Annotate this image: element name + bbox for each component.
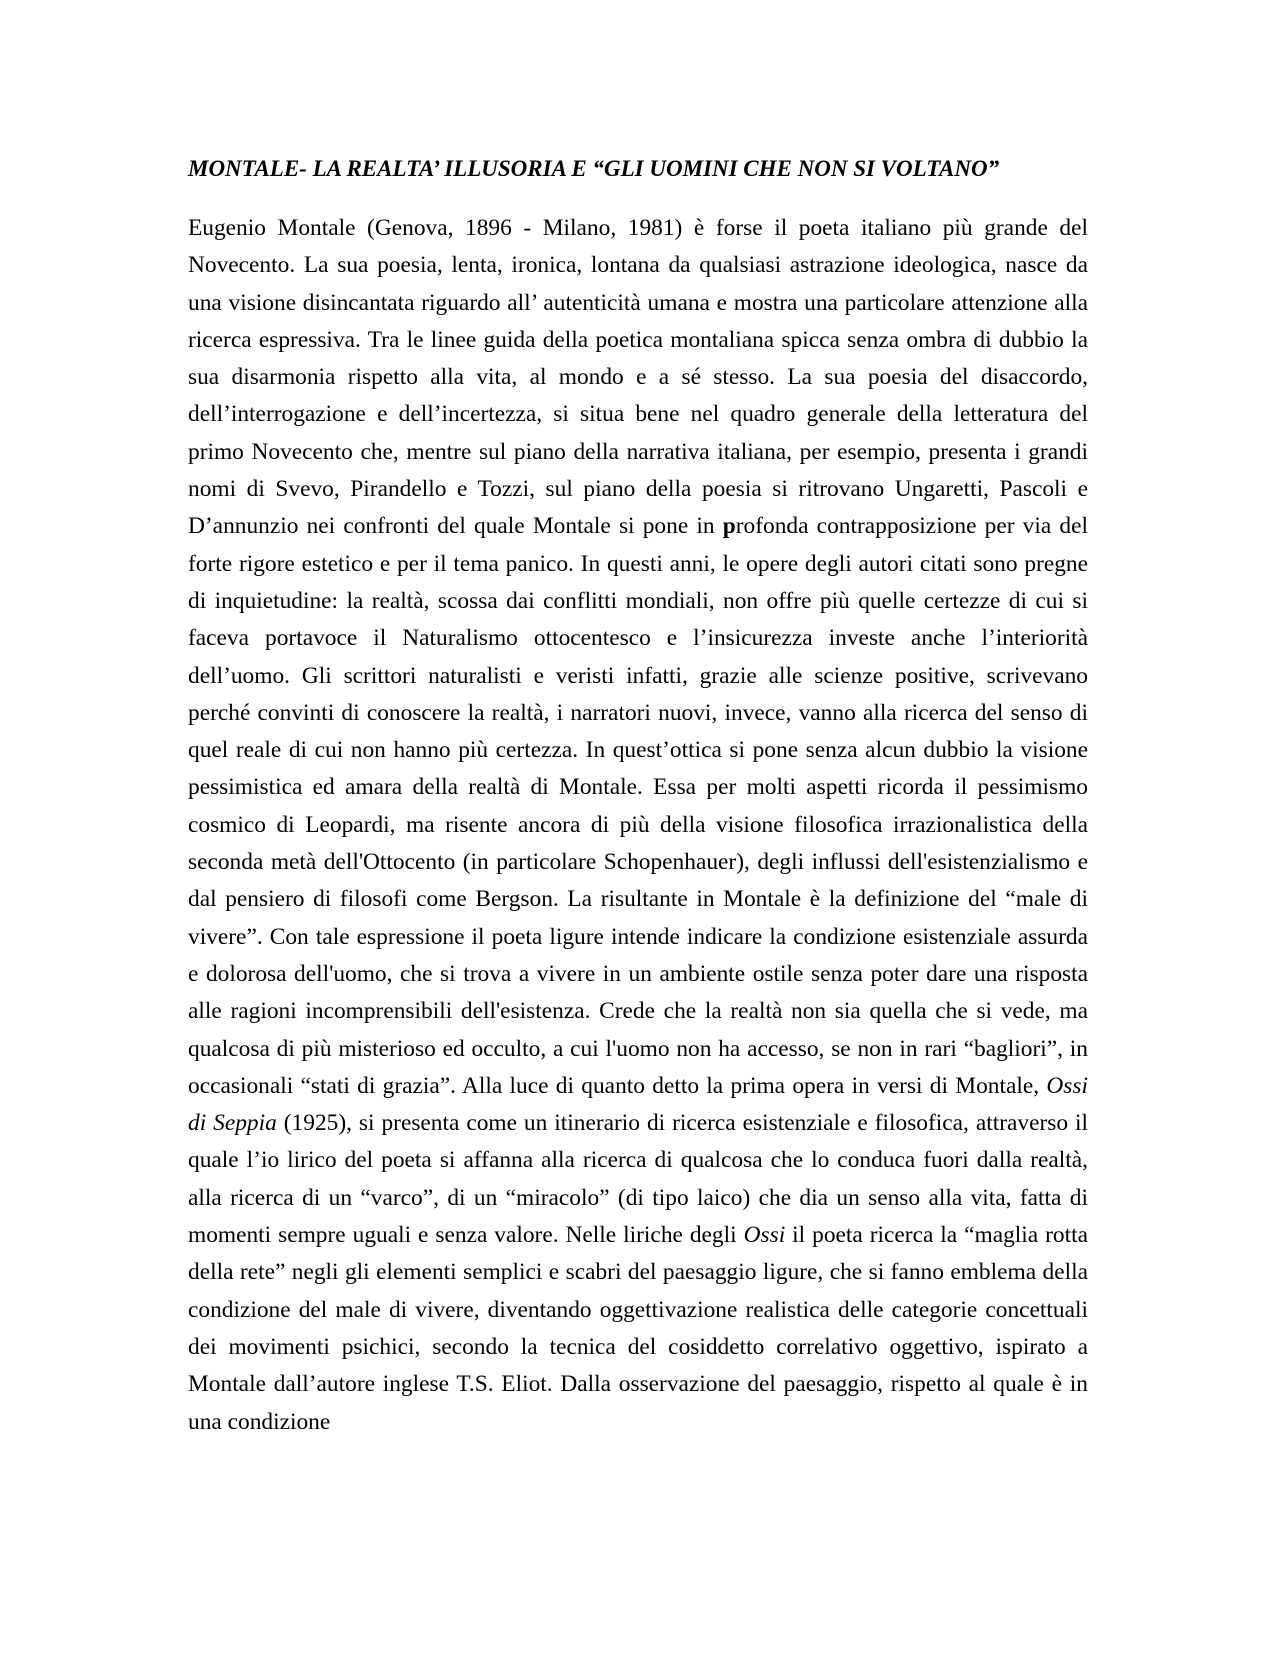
- bold-letter: p: [722, 513, 736, 540]
- italic-work-title-short: Ossi: [743, 1222, 786, 1249]
- text-segment: rofonda contrapposizione per via del forte rigore estetico e per il tema panico. In questi anni, le opere degli autori citati sono pregne di inquietudine: la realtà, scossa dai conflitti mondiali, non offre più quelle certezze di cui si faceva portavoce il Naturalismo ottocentesco e l’insicurezza investe anche l’interiorità dell’uomo. Gli scrittori naturalisti e veristi infatti, grazie alle scienze positive, scrivevano perché convinti di conoscere la realtà, i narratori nuovi, invece, vanno alla ricerca del senso di quel reale di cui non hanno più certezza. In quest’ottica si pone senza alcun dubbio la visione pessimistica ed amara della realtà di Montale. Essa per molti aspetti ricorda il pessimismo cosmico di Leopardi, ma risente ancora di più della visione filosofica irrazionalistica della seconda metà dell'Ottocento (in particolare Schopenhauer), degli influssi dell'esistenzialismo e dal pensiero di filosofi come Bergson. La risultante in Montale è la definizione del “male di vivere”. Con tale espressione il poeta ligure intende indicare la condizione esistenziale assurda e dolorosa dell'uomo, che si trova a vivere in un ambiente ostile senza poter dare una risposta alle ragioni incomprensibili dell'esistenza. Crede che la realtà non sia quella che si vede, ma qualcosa di più misterioso ed occulto, a cui l'uomo non ha accesso, se non in rari “bagliori”, in occasionali “stati di grazia”. Alla luce di quanto detto la prima opera in versi di Montale,: [188, 513, 1089, 1099]
- text-segment: Eugenio Montale (Genova, 1896 - Milano, 1981) è forse il poeta italiano più grande del Novecento. La sua poesia, lenta, ironica, lontana da qualsiasi astrazione ideologica, nasce da una visione disincantata riguardo all’ autenticità umana e mostra una particolare attenzione alla ricerca espressiva. Tra le linee guida della poetica montaliana spicca senza ombra di dubbio la sua disarmonia rispetto alla vita, al mondo e a sé stesso. La sua poesia del disaccordo, dell’interrogazione e dell’incertezza, si situa bene nel quadro generale della letteratura del primo Novecento che, mentre sul piano della narrativa italiana, per esempio, presenta i grandi nomi di Svevo, Pirandello e Tozzi, sul piano della poesia si ritrovano Ungaretti, Pascoli e D’annunzio nei confronti del quale Montale si pone in: [188, 215, 1088, 540]
- body-paragraph: [188, 210, 1088, 1441]
- italic-work-title: Ossi di Seppia: [188, 1072, 1088, 1137]
- text-segment: (1925), si presenta come un itinerario di ricerca esistenziale e filosofica, attraverso il quale l’io lirico del poeta si affanna alla ricerca di qualcosa che lo conduca fuori dalla realtà, alla ricerca di un “varco”, di un “miracolo” (di tipo laico) che dia un senso alla vita, fatta di momenti sempre uguali e senza valore. Nelle liriche degli: [188, 1110, 1088, 1249]
- text-segment: il poeta ricerca la “maglia rotta della rete” negli gli elementi semplici e scabri del paesaggio ligure, che si fanno emblema della condizione del male di vivere, diventando oggettivazione realistica delle categorie concettuali dei movimenti psichici, secondo la tecnica del cosiddetto correlativo oggettivo, ispirato a Montale dall’autore inglese T.S. Eliot. Dalla osservazione del paesaggio, rispetto al quale è in una condizione: [188, 1222, 1088, 1435]
- document-title: MONTALE- LA REALTA’ ILLUSORIA E “GLI UOMINI CHE NON SI VOLTANO”: [188, 156, 1000, 181]
